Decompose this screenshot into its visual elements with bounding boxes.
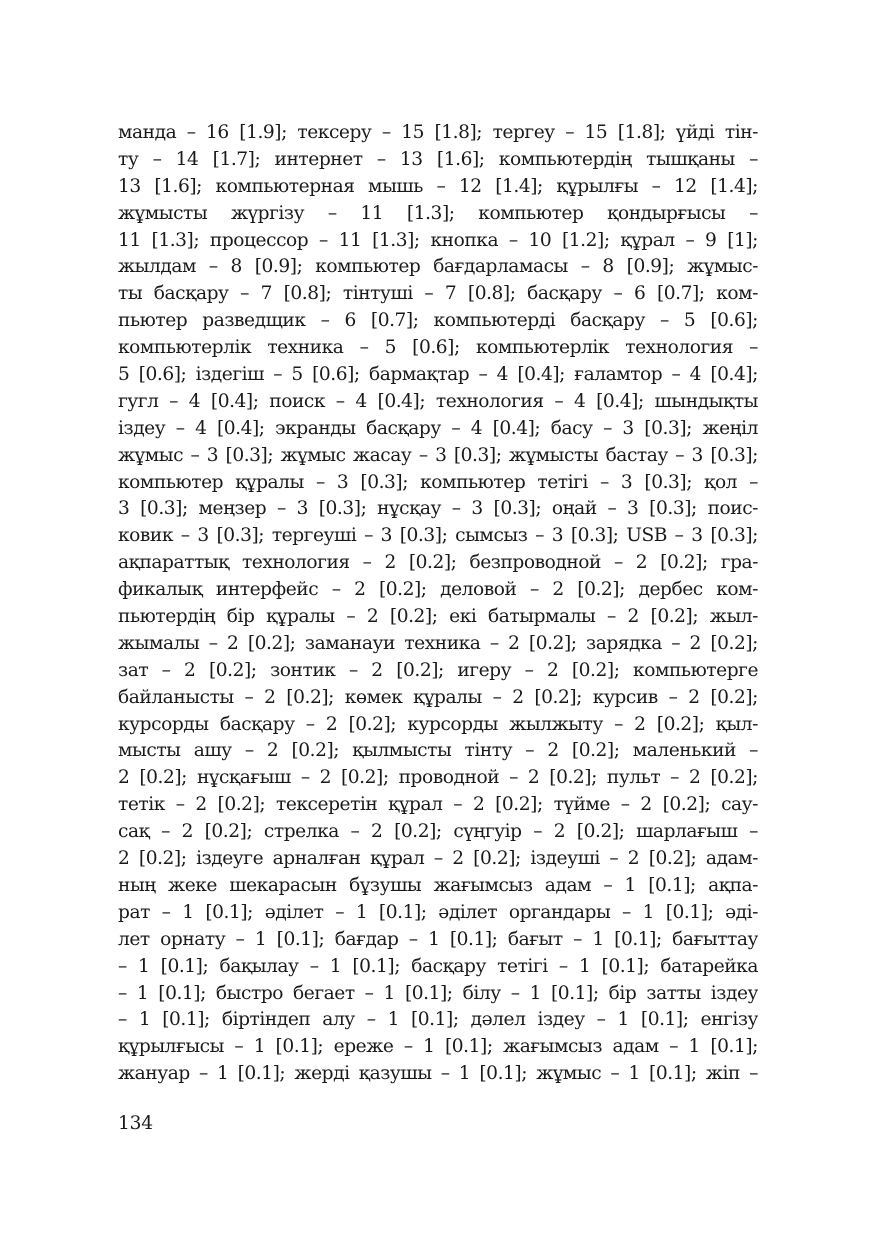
text-line: жымалы – 2 [0.2]; заманауи техника – 2 [0.2]; зарядка – 2 [0.2]; bbox=[118, 632, 758, 654]
text-line: ты басқару – 7 [0.8]; тінтуші – 7 [0.8]; басқару – 6 [0.7]; ком- bbox=[118, 283, 758, 305]
text-line: байланысты – 2 [0.2]; көмек құралы – 2 [0.2]; курсив – 2 [0.2]; bbox=[118, 686, 758, 708]
text-line: 2 [0.2]; нұсқағыш – 2 [0.2]; проводной – 2 [0.2]; пульт – 2 [0.2]; bbox=[118, 767, 758, 789]
page-number: 134 bbox=[118, 1113, 153, 1134]
text-line: ту – 14 [1.7]; интернет – 13 [1.6]; компьютердің тышқаны – bbox=[118, 148, 758, 170]
text-line: жылдам – 8 [0.9]; компьютер бағдарламасы – 8 [0.9]; жұмыс- bbox=[118, 256, 758, 278]
text-line: курсорды басқару – 2 [0.2]; курсорды жылжыту – 2 [0.2]; қыл- bbox=[118, 713, 758, 735]
text-line: – 1 [0.1]; біртіндеп алу – 1 [0.1]; дәлел іздеу – 1 [0.1]; енгізу bbox=[118, 1009, 758, 1031]
text-line: жануар – 1 [0.1]; жерді қазушы – 1 [0.1]; жұмыс – 1 [0.1]; жіп – bbox=[118, 1063, 758, 1085]
text-line: ақпараттық технология – 2 [0.2]; безпроводной – 2 [0.2]; гра- bbox=[118, 552, 758, 574]
text-line: пьютер разведщик – 6 [0.7]; компьютерді басқару – 5 [0.6]; bbox=[118, 310, 758, 332]
text-line: компьютерлік техника – 5 [0.6]; компьютерлік технология – bbox=[118, 337, 758, 359]
text-line: тетік – 2 [0.2]; тексеретін құрал – 2 [0.2]; түйме – 2 [0.2]; сау- bbox=[118, 794, 758, 816]
text-line: жұмыс – 3 [0.3]; жұмыс жасау – 3 [0.3]; жұмысты бастау – 3 [0.3]; bbox=[118, 444, 758, 466]
text-line: құрылғысы – 1 [0.1]; ереже – 1 [0.1]; жағымсыз адам – 1 [0.1]; bbox=[118, 1036, 758, 1058]
text-line: гугл – 4 [0.4]; поиск – 4 [0.4]; технология – 4 [0.4]; шындықты bbox=[118, 390, 758, 412]
text-line: 5 [0.6]; іздегіш – 5 [0.6]; бармақтар – 4 [0.4]; ғаламтор – 4 [0.4]; bbox=[118, 364, 758, 386]
text-line: фикалық интерфейс – 2 [0.2]; деловой – 2 [0.2]; дербес ком- bbox=[118, 579, 758, 601]
text-line: – 1 [0.1]; бақылау – 1 [0.1]; басқару тетігі – 1 [0.1]; батарейка bbox=[118, 955, 758, 977]
text-line: 3 [0.3]; меңзер – 3 [0.3]; нұсқау – 3 [0.3]; оңай – 3 [0.3]; поис- bbox=[118, 498, 758, 520]
text-line: 11 [1.3]; процессор – 11 [1.3]; кнопка – 10 [1.2]; құрал – 9 [1]; bbox=[118, 229, 758, 251]
text-line: іздеу – 4 [0.4]; экранды басқару – 4 [0.4]; басу – 3 [0.3]; жеңіл bbox=[118, 417, 758, 439]
text-line: жұмысты жүргізу – 11 [1.3]; компьютер қондырғысы – bbox=[118, 202, 758, 224]
body-text bbox=[118, 120, 758, 1088]
text-line: сақ – 2 [0.2]; стрелка – 2 [0.2]; сүңгуір – 2 [0.2]; шарлағыш – bbox=[118, 821, 758, 843]
text-line: мысты ашу – 2 [0.2]; қылмысты тінту – 2 [0.2]; маленький – bbox=[118, 740, 758, 762]
text-line: рат – 1 [0.1]; әділет – 1 [0.1]; әділет органдары – 1 [0.1]; әді- bbox=[118, 901, 758, 923]
text-line: лет орнату – 1 [0.1]; бағдар – 1 [0.1]; бағыт – 1 [0.1]; бағыттау bbox=[118, 928, 758, 950]
text-line: компьютер құралы – 3 [0.3]; компьютер тетігі – 3 [0.3]; қол – bbox=[118, 471, 758, 493]
text-line: 2 [0.2]; іздеуге арналған құрал – 2 [0.2]; іздеуші – 2 [0.2]; адам- bbox=[118, 848, 758, 870]
text-line: ның жеке шекарасын бұзушы жағымсыз адам – 1 [0.1]; ақпа- bbox=[118, 874, 758, 896]
text-line: пьютердің бір құралы – 2 [0.2]; екі батырмалы – 2 [0.2]; жыл- bbox=[118, 606, 758, 628]
text-line: зат – 2 [0.2]; зонтик – 2 [0.2]; игеру – 2 [0.2]; компьютерге bbox=[118, 659, 758, 681]
text-line: ковик – 3 [0.3]; тергеуші – 3 [0.3]; сымсыз – 3 [0.3]; USB – 3 [0.3]; bbox=[118, 525, 758, 547]
text-line: 13 [1.6]; компьютерная мышь – 12 [1.4]; құрылғы – 12 [1.4]; bbox=[118, 175, 758, 197]
text-line: – 1 [0.1]; быстро бегает – 1 [0.1]; білу – 1 [0.1]; бір затты іздеу bbox=[118, 982, 758, 1004]
text-line: манда – 16 [1.9]; тексеру – 15 [1.8]; тергеу – 15 [1.8]; үйді тін- bbox=[118, 122, 758, 143]
